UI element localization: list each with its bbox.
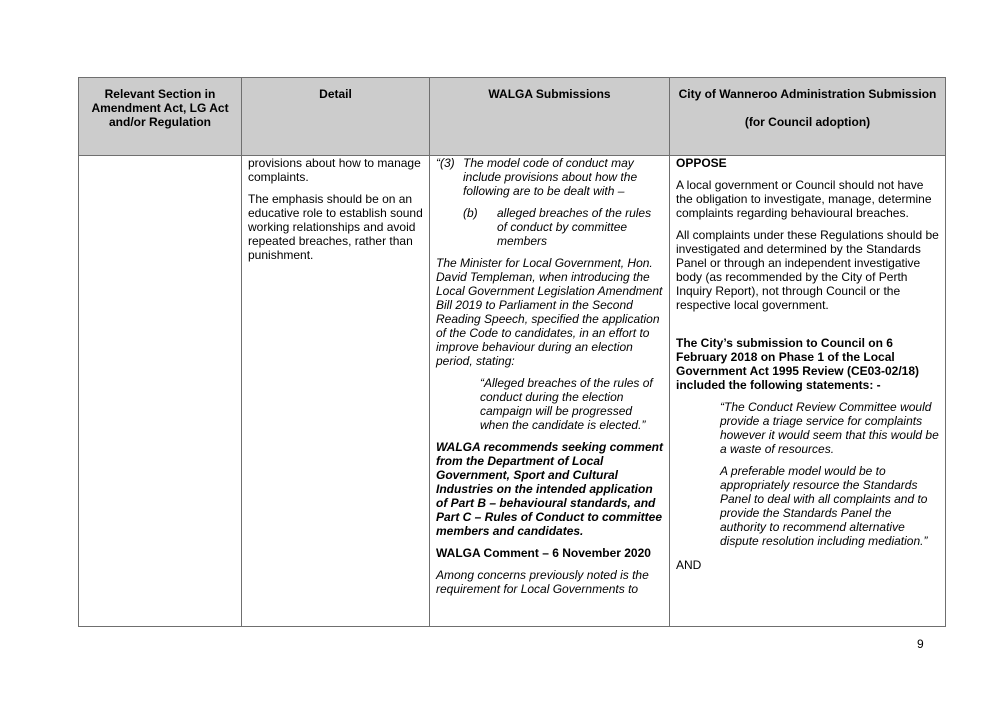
city-and: AND (676, 558, 702, 572)
header-row (79, 78, 946, 156)
walga-clause-3 (436, 156, 663, 198)
clause-number: “(3) (436, 156, 455, 170)
detail-paragraph: The emphasis should be on an educative role to establish sound working relationships and avoid repeated breaches, rather than punishment. (248, 192, 423, 262)
walga-comment-text: Among concerns previously noted is the requirement for Local Governments to (436, 568, 649, 596)
city-quote: “The Conduct Review Committee would provide a triage service for complaints however it would seem that this would be a waste of resources. (720, 400, 939, 456)
walga-clause-b (436, 206, 663, 248)
header-walga: WALGA Submissions (430, 78, 670, 156)
cell-detail (242, 156, 430, 627)
clause-text: The model code of conduct may include provisions about how the following are to be dealt with – (463, 156, 638, 198)
detail-paragraph: provisions about how to manage complaints. (248, 156, 421, 184)
header-relevant-section: Relevant Section in Amendment Act, LG Act and/or Regulation (79, 78, 242, 156)
walga-minister-paragraph: The Minister for Local Government, Hon. David Templeman, when introducing the Local Government Legislation Amendment Bill 2019 to Parliament in the Second Reading Speech, specified the application of the Code to candidates, in an effort to improve behaviour during an election period, stating: (436, 256, 663, 368)
city-paragraph: All complaints under these Regulations should be investigated and determined by the Standards Panel or through an independent investigative body (as recommended by the City of Perth Inquiry Report), not through Council or the respective local government. (676, 228, 939, 312)
cell-walga (430, 156, 670, 627)
city-quote: A preferable model would be to appropriately resource the Standards Panel to deal with all complaints and to provide the Standards Panel the authority to recommend alternative dispute resolution including mediation.” (720, 464, 928, 548)
cell-relevant-section (79, 156, 242, 627)
walga-recommendation: WALGA recommends seeking comment from the Department of Local Government, Sport and Cultural Industries on the intended application of Part B – behavioural standards, and Part C – Rules of Conduct to committee members and candidates. (436, 440, 663, 538)
city-paragraph: A local government or Council should not have the obligation to investigate, manage, determine complaints regarding behavioural breaches. (676, 178, 932, 220)
walga-quote: “Alleged breaches of the rules of conduct during the election campaign will be progressed when the candidate is elected.” (480, 376, 653, 432)
clause-text: alleged breaches of the rules of conduct by committee members (497, 206, 652, 248)
submission-table (78, 77, 946, 627)
header-city (670, 78, 946, 156)
city-submission-statement: The City’s submission to Council on 6 February 2018 on Phase 1 of the Local Government Act 1995 Review (CE03-02/18) included the following statements: - (676, 336, 919, 392)
clause-number: (b) (463, 206, 478, 220)
cell-city (670, 156, 946, 627)
page-number: 9 (917, 637, 924, 651)
walga-comment-heading: WALGA Comment – 6 November 2020 (436, 546, 651, 560)
header-city-subtitle: (for Council adoption) (744, 115, 871, 129)
header-detail: Detail (242, 78, 430, 156)
city-position: OPPOSE (676, 156, 727, 170)
header-city-title: City of Wanneroo Administration Submission (678, 87, 937, 101)
table-row (79, 156, 946, 627)
